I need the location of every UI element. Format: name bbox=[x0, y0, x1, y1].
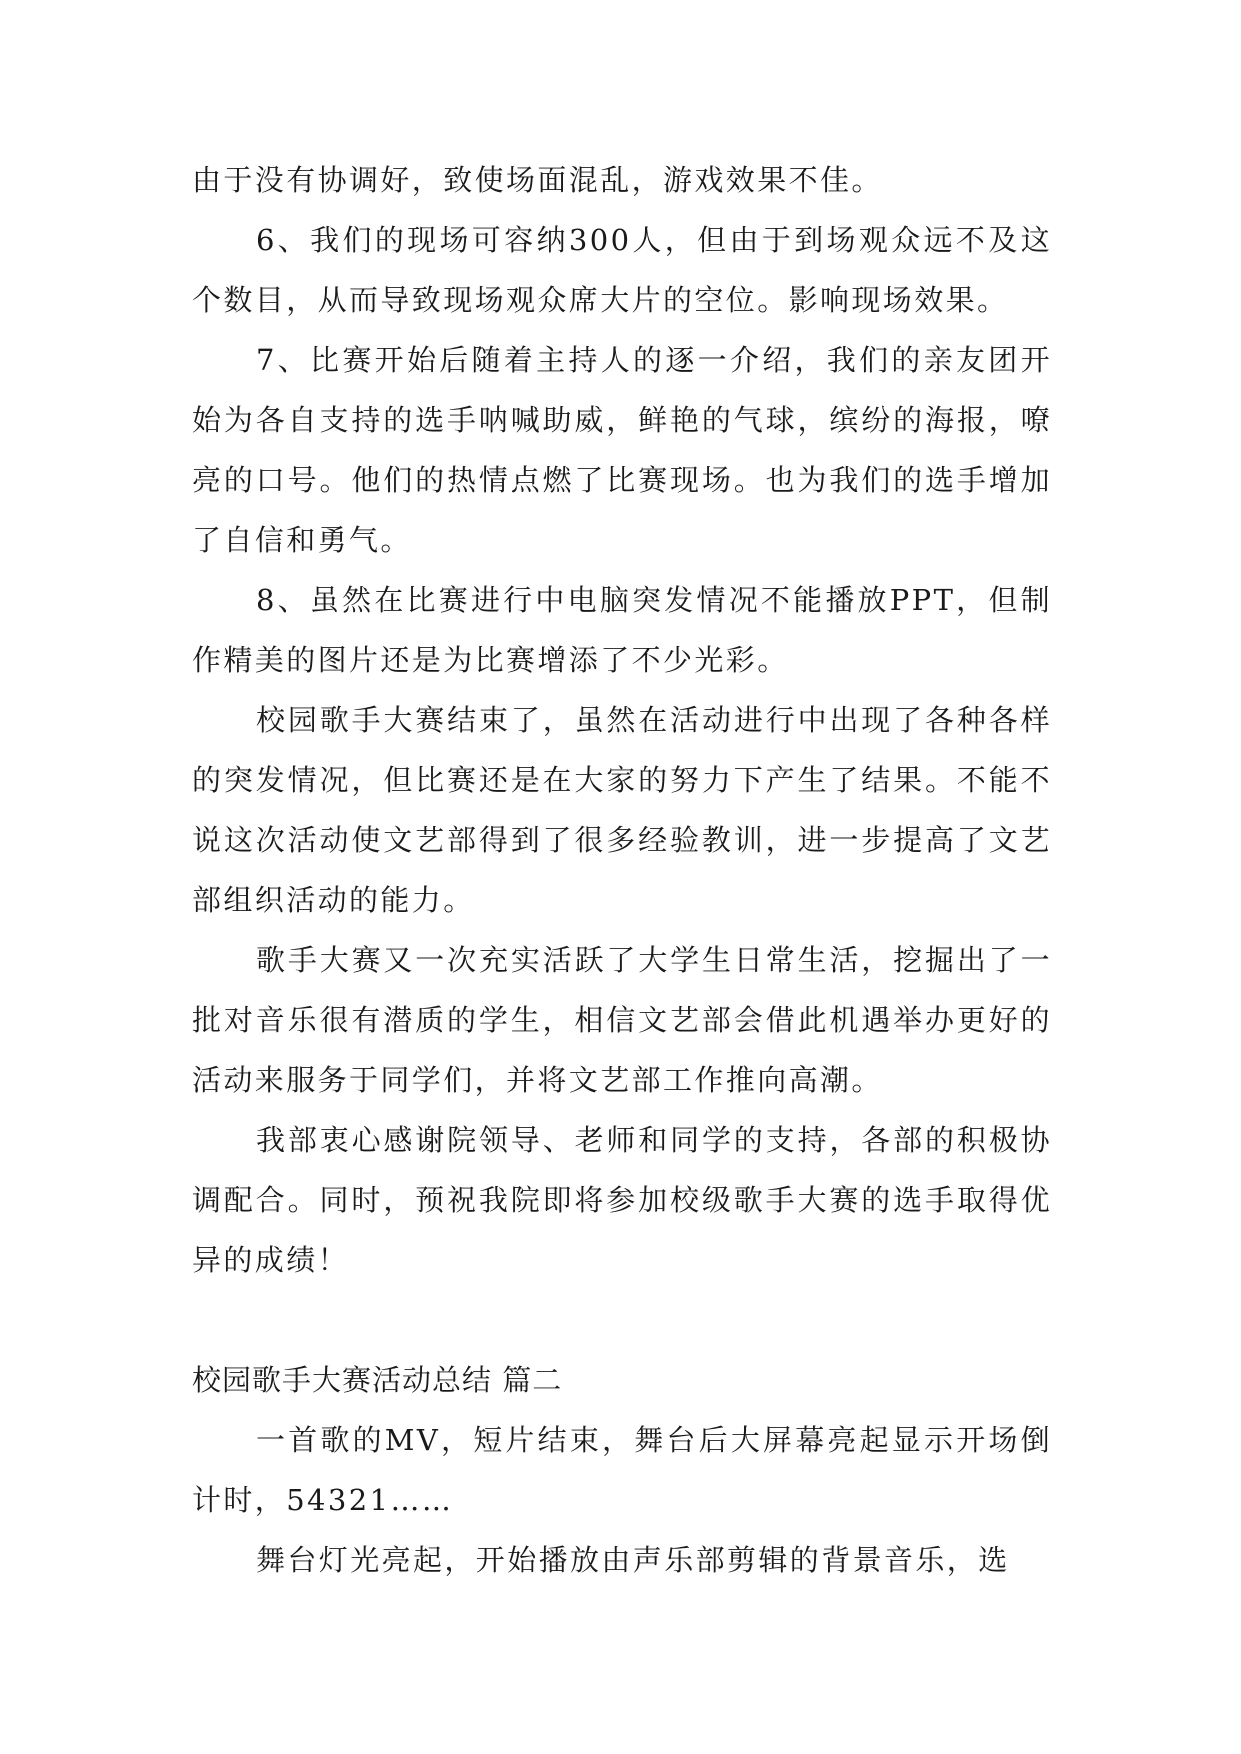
document-body bbox=[192, 150, 1052, 1590]
section-heading: 校园歌手大赛活动总结 篇二 bbox=[192, 1363, 563, 1397]
paragraph-thanks: 我部衷心感谢院领导、老师和同学的支持，各部的积极协调配合。同时，预祝我院即将参加校级歌手大赛的选手取得优异的成绩！ bbox=[192, 1123, 1052, 1277]
section2-paragraph-2: 舞台灯光亮起，开始播放由声乐部剪辑的背景音乐，选 bbox=[256, 1543, 1010, 1577]
paragraph-continuation: 由于没有协调好，致使场面混乱，游戏效果不佳。 bbox=[192, 163, 883, 197]
paragraph-conclusion: 校园歌手大赛结束了，虽然在活动进行中出现了各种各样的突发情况，但比赛还是在大家的努力下产生了结果。不能不说这次活动使文艺部得到了很多经验教训，进一步提高了文艺部组织活动的能力。 bbox=[192, 703, 1052, 917]
paragraph-item-6: 6、我们的现场可容纳300人，但由于到场观众远不及这个数目，从而导致现场观众席大片的空位。影响现场效果。 bbox=[192, 223, 1052, 317]
paragraph-outlook: 歌手大赛又一次充实活跃了大学生日常生活，挖掘出了一批对音乐很有潜质的学生，相信文艺部会借此机遇举办更好的活动来服务于同学们，并将文艺部工作推向高潮。 bbox=[192, 943, 1052, 1097]
paragraph-item-8: 8、虽然在比赛进行中电脑突发情况不能播放PPT，但制作精美的图片还是为比赛增添了不少光彩。 bbox=[192, 583, 1052, 677]
section2-paragraph-1: 一首歌的MV，短片结束，舞台后大屏幕亮起显示开场倒计时，54321…… bbox=[192, 1423, 1052, 1517]
paragraph-item-7: 7、比赛开始后随着主持人的逐一介绍，我们的亲友团开始为各自支持的选手呐喊助威，鲜艳的气球，缤纷的海报，嘹亮的口号。他们的热情点燃了比赛现场。也为我们的选手增加了自信和勇气。 bbox=[192, 343, 1052, 557]
